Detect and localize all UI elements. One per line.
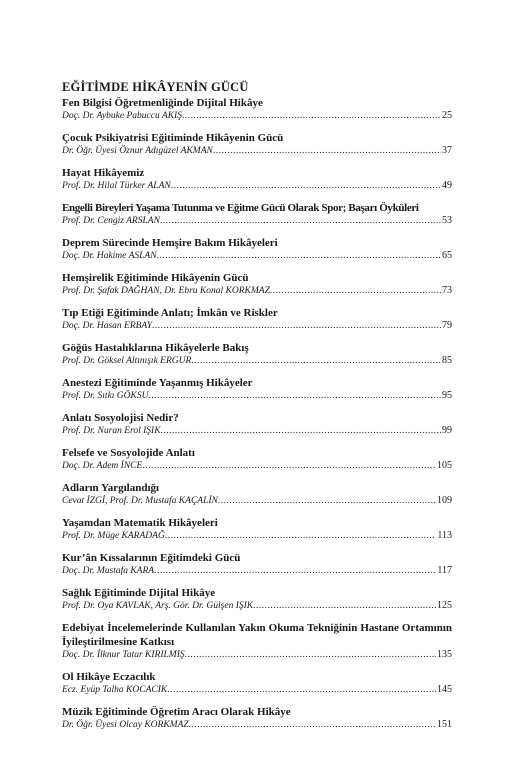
entry-page-number: 49 <box>442 180 452 191</box>
dot-leader <box>189 719 436 731</box>
entry-page-number: 145 <box>437 684 452 695</box>
dot-leader <box>157 250 441 262</box>
toc-entry[interactable] <box>62 481 452 507</box>
toc-entry[interactable] <box>62 376 452 402</box>
toc-entry[interactable] <box>62 271 452 297</box>
entry-page-number: 73 <box>442 285 452 296</box>
entry-title: Fen Bilgisi Öğretmenliğinde Dijital Hikâye <box>62 97 263 109</box>
entry-author: Prof. Dr. Sıtkı GÖKSU <box>62 391 149 401</box>
dot-leader <box>148 390 441 402</box>
entry-author: Prof. Dr. Oya KAVLAK, Arş. Gör. Dr. Gülşen IŞIK <box>62 601 254 611</box>
entry-title: Engelli Bireyleri Yaşama Tutunma ve Eğitme Gücü Olarak Spor; Başarı Öyküleri <box>62 202 419 214</box>
entry-author-line <box>62 180 452 192</box>
entry-author: Dr. Öğr. Üyesi Öznur Adıgüzel AKMAN <box>62 146 213 156</box>
entry-author: Doç. Dr. Adem İNCE <box>62 461 143 471</box>
toc-entry[interactable] <box>62 586 452 612</box>
entry-title: Yaşamdan Matematik Hikâyeleri <box>62 517 218 529</box>
entry-author-line <box>62 355 452 367</box>
entry-author: Doç. Dr. Hakime ASLAN <box>62 251 157 261</box>
entry-page-number: 105 <box>437 460 452 471</box>
entry-title: Kur’ân Kıssalarının Eğitimdeki Gücü <box>62 552 241 564</box>
entry-author-line <box>62 719 452 731</box>
entry-author: Cevat İZGİ, Prof. Dr. Mustafa KAÇALİN <box>62 496 218 506</box>
entry-page-number: 53 <box>442 215 452 226</box>
dot-leader <box>185 649 436 661</box>
dot-leader <box>167 684 436 696</box>
entry-title: Hemşirelik Eğitiminde Hikâyenin Gücü <box>62 272 249 284</box>
entry-page-number: 65 <box>442 250 452 261</box>
entry-title: Anestezi Eğitiminde Yaşanmış Hikâyeler <box>62 377 253 389</box>
entry-author: Prof. Dr. Hilal Türker ALAN <box>62 181 171 191</box>
entry-page-number: 113 <box>437 530 452 541</box>
toc-entry[interactable] <box>62 236 452 262</box>
entry-author: Doç. Dr. Mustafa KARA <box>62 566 155 576</box>
entry-page-number: 79 <box>442 320 452 331</box>
entry-page-number: 37 <box>442 145 452 156</box>
toc-entry[interactable] <box>62 166 452 192</box>
entry-author-line <box>62 460 452 472</box>
toc-entry[interactable] <box>62 341 452 367</box>
dot-leader <box>253 600 436 612</box>
entry-page-number: 109 <box>437 495 452 506</box>
table-of-contents <box>62 80 452 740</box>
entry-title: Adların Yargılandığı <box>62 482 160 494</box>
entry-page-number: 95 <box>442 390 452 401</box>
toc-entry[interactable] <box>62 131 452 157</box>
entry-author-line <box>62 215 452 227</box>
entry-title: Ol Hikâye Eczacılık <box>62 671 156 683</box>
entry-author-line <box>62 495 452 507</box>
toc-entry[interactable] <box>62 411 452 437</box>
entry-author-line <box>62 145 452 157</box>
toc-entry[interactable] <box>62 551 452 577</box>
entry-author-line <box>62 320 452 332</box>
section-heading: EĞİTİMDE HİKÂYENİN GÜCÜ <box>62 80 249 94</box>
dot-leader <box>160 215 441 227</box>
entry-title: Tıp Etiği Eğitiminde Anlatı; İmkân ve Riskler <box>62 307 278 319</box>
entry-title: Felsefe ve Sosyolojide Anlatı <box>62 447 195 459</box>
entry-title: Sağlık Eğitiminde Dijital Hikâye <box>62 587 216 599</box>
toc-entry[interactable] <box>62 306 452 332</box>
entry-author: Doç. Dr. Hasan ERBAY <box>62 321 152 331</box>
toc-entry[interactable] <box>62 621 452 661</box>
dot-leader <box>270 285 441 297</box>
entry-author-line <box>62 565 452 577</box>
entry-title: Göğüs Hastalıklarına Hikâyelerle Bakış <box>62 342 249 354</box>
entry-author-line <box>62 250 452 262</box>
entry-page-number: 25 <box>442 110 452 121</box>
dot-leader <box>182 110 441 122</box>
entry-page-number: 151 <box>437 719 452 730</box>
entry-page-number: 99 <box>442 425 452 436</box>
entry-author: Doç. Dr. İlknur Tatar KIRILMIŞ <box>62 650 185 660</box>
entry-title: Hayat Hikâyemiz <box>62 167 145 179</box>
entry-author: Prof. Dr. Şafak DAĞHAN, Dr. Ebru Konal KORKMAZ <box>62 286 270 296</box>
dot-leader <box>165 530 437 542</box>
entry-title: Deprem Sürecinde Hemşire Bakım Hikâyeleri <box>62 237 278 249</box>
entry-page-number: 117 <box>437 565 452 576</box>
entry-author: Dr. Öğr. Üyesi Olcay KORKMAZ <box>62 720 189 730</box>
entry-title: Müzik Eğitiminde Öğretim Aracı Olarak Hikâye <box>62 706 291 718</box>
dot-leader <box>161 425 441 437</box>
entry-author-line <box>62 600 452 612</box>
entry-page-number: 125 <box>437 600 452 611</box>
entry-page-number: 85 <box>442 355 452 366</box>
toc-entry[interactable] <box>62 670 452 696</box>
entry-author-line <box>62 649 452 661</box>
entry-author: Prof. Dr. Cengiz ARSLAN <box>62 216 160 226</box>
toc-entry[interactable] <box>62 705 452 731</box>
entry-title: Edebiyat İncelemelerinde Kullanılan Yakın Okuma Tekniğinin Hastane Ortamının İyileştirilmesine Katkısı <box>62 622 452 648</box>
dot-leader <box>142 460 436 472</box>
entry-author: Prof. Dr. Müge KARADAĞ <box>62 531 165 541</box>
entry-author: Doç. Dr. Aybuke Pabuccu AKIŞ <box>62 111 182 121</box>
toc-entry[interactable] <box>62 201 452 227</box>
entry-author-line <box>62 530 452 542</box>
entry-title: Anlatı Sosyolojisi Nedir? <box>62 412 179 424</box>
entry-author-line <box>62 425 452 437</box>
dot-leader <box>152 320 441 332</box>
toc-entry[interactable] <box>62 96 452 122</box>
entry-author-line <box>62 110 452 122</box>
entry-author: Ecz. Eyüp Talha KOCACIK <box>62 685 168 695</box>
dot-leader <box>191 355 441 367</box>
entry-author-line <box>62 285 452 297</box>
entry-author-line <box>62 390 452 402</box>
entry-author: Prof. Dr. Göksel Altınışık ERGUR <box>62 356 192 366</box>
dot-leader <box>171 180 441 192</box>
entry-title: Çocuk Psikiyatrisi Eğitiminde Hikâyenin Gücü <box>62 132 284 144</box>
entry-author-line <box>62 684 452 696</box>
dot-leader <box>218 495 436 507</box>
dot-leader <box>154 565 436 577</box>
toc-entry[interactable] <box>62 516 452 542</box>
toc-entry[interactable] <box>62 446 452 472</box>
dot-leader <box>213 145 441 157</box>
entry-author: Prof. Dr. Nuran Erol IŞIK <box>62 426 161 436</box>
entry-page-number: 135 <box>437 649 452 660</box>
